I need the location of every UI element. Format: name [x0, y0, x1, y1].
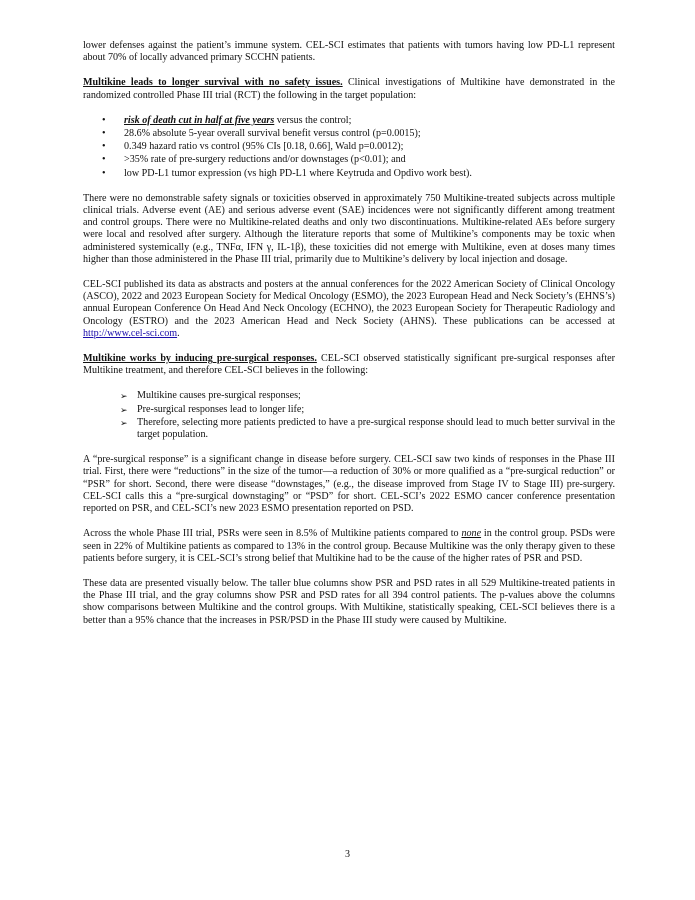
list-item: [83, 390, 615, 402]
presurgical-heading: Multikine works by inducing pre-surgical responses.: [83, 353, 317, 365]
visual-paragraph: These data are presented visually below. The taller blue columns show PSR and PSD rates in all 529 Multikine-treated patients in the Phase III trial, and the gray columns show PSR and PSD rates for all 394 control patients. The p-values above the columns show comparisons between Multikine and the control groups. With Multikine, statistically speaking, CEL-SCI believes there is a better than a 95% chance that the increases in PSR/PSD in the Phase III study were caused by Multikine.: [83, 577, 615, 626]
publications-text: CEL-SCI published its data as abstracts and posters at the annual conferences for the 2022 American Society of Clinical Oncology (ASCO), 2022 and 2023 European Society for Medical Oncology (ESMO), the 2023 European Head and Neck Society’s (EHNS’s) annual European Conference On Head And Neck Oncology (ECHNO), the 2023 European Society for Therapeutic Radiology and Oncology (ESTRO) and the 2023 American Head and Neck Society (AHNS). These publications can be accessed at: [83, 279, 615, 327]
arrow-bullet-icon: ➢: [120, 417, 128, 428]
emphasis-text: risk of death cut in half at five years: [124, 114, 275, 126]
bullet-text: 28.6% absolute 5-year overall survival benefit versus control (p=0.0015);: [124, 128, 421, 140]
survival-bullet-list: [83, 115, 615, 180]
rates-text-after: in the control group. PSDs were seen in 22% of Multikine patients as compared to 13% in the control group. Because Multikine was the only therapy given to these patients before surgery, it is CEL-SCI’s strong belief that Multikine had to be the cause of the higher rates of PSR and PSD.: [83, 528, 615, 564]
publications-end: .: [177, 327, 180, 339]
publications-paragraph: [83, 279, 615, 340]
arrow-bullet-icon: ➢: [120, 391, 128, 402]
presurgical-arrow-list: [83, 390, 615, 441]
bullet-icon: •: [102, 167, 106, 179]
bullet-icon: •: [102, 114, 106, 126]
bullet-icon: •: [102, 141, 106, 153]
arrow-item-text: Therefore, selecting more patients predicted to have a pre-surgical response should lead to much better survival in the target population.: [137, 416, 615, 441]
arrow-item-text: Pre-surgical responses lead to longer life;: [137, 403, 305, 415]
list-item: [83, 417, 615, 441]
cel-sci-website-link[interactable]: http://www.cel-sci.com: [83, 327, 178, 339]
list-item: [83, 404, 615, 416]
document-page: [83, 40, 615, 627]
presurgical-paragraph: [83, 353, 615, 377]
definition-paragraph: A “pre-surgical response” is a significant change in disease before surgery. CEL-SCI saw two kinds of responses in the Phase III trial. First, there were “reductions” in the size of the tumor—a reduction of 30% or more qualified as a “pre-surgical reduction” or “PSR” for short. Second, there were disease “downstages,” (e.g., the disease improved from Stage IV to Stage III) pre-surgery. CEL-SCI calls this a “pre-surgical downstaging” or “PSD” for short. CEL-SCI’s 2022 ESMO cancer conference presentation reported on PSR, and CEL-SCI’s new 2023 ESMO presentation reported on PSD.: [83, 454, 615, 515]
survival-heading: Multikine leads to longer survival with no safety issues.: [83, 77, 343, 89]
intro-paragraph: lower defenses against the patient’s immune system. CEL-SCI estimates that patients with tumors having low PD-L1 represent about 70% of locally advanced primary SCCHN patients.: [83, 40, 615, 64]
page-number: 3: [345, 849, 350, 860]
presurgical-intro-text: CEL-SCI observed statistically significant pre-surgical responses after Multikine treatment, and therefore CEL-SCI believes in the following:: [83, 353, 615, 377]
bullet-text: low PD-L1 tumor expression (vs high PD-L1 where Keytruda and Opdivo work best).: [124, 167, 472, 179]
survival-intro-text: Clinical investigations of Multikine have demonstrated in the randomized controlled Phase III trial (RCT) the following in the target population:: [83, 77, 615, 101]
list-item: [83, 141, 615, 153]
list-item: [83, 168, 615, 180]
bullet-icon: •: [102, 128, 106, 140]
rates-paragraph: [83, 528, 615, 565]
safety-paragraph: There were no demonstrable safety signals or toxicities observed in approximately 750 Multikine-treated subjects across multiple clinical trials. Adverse event (AE) and serious adverse event (SAE) incidences were not significantly different among treatment and control groups. There were no Multikine-related deaths and only two discontinuations. Multikine-related AEs before surgery were local and resolved after surgery. Although the literature reports that some of Multikine’s components may be toxic when administered systemically (e.g., TNFα, IFN γ, IL-1β), these toxicities did not emerge with Multikine, even at doses many times higher than those administered in the Phase III trial, primarily due to Multikine’s delivery by local injection and dosage.: [83, 192, 615, 265]
arrow-item-text: Multikine causes pre-surgical responses;: [137, 390, 301, 402]
list-item: [83, 154, 615, 166]
list-item: [83, 115, 615, 127]
bullet-text: >35% rate of pre-surgery reductions and/or downstages (p<0.01); and: [124, 154, 406, 166]
survival-paragraph: [83, 77, 615, 101]
rates-text-before: Across the whole Phase III trial, PSRs were seen in 8.5% of Multikine patients compared to: [83, 528, 462, 540]
bullet-text: versus the control;: [274, 114, 352, 126]
rates-emphasis: none: [461, 528, 482, 540]
list-item: [83, 128, 615, 140]
arrow-bullet-icon: ➢: [120, 404, 128, 415]
bullet-text: 0.349 hazard ratio vs control (95% CIs [0.18, 0.66], Wald p=0.0012);: [124, 141, 404, 153]
bullet-icon: •: [102, 154, 106, 166]
